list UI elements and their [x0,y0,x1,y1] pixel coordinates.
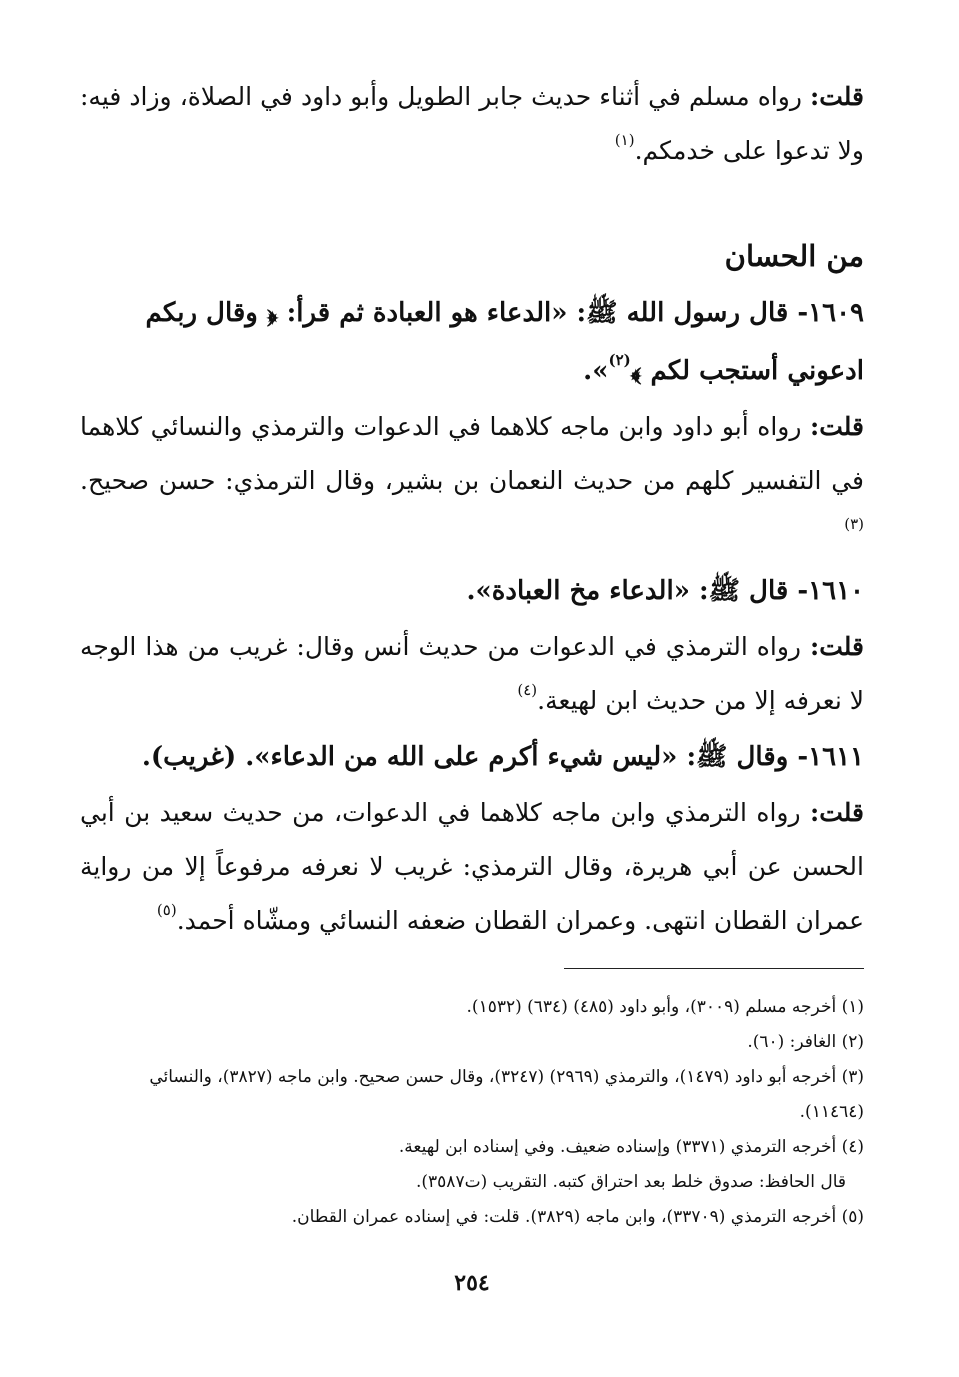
note-lead: قلت: [809,632,864,661]
hadith-text: ١٦٠٩- قال رسول الله ﷺ: «الدعاء هو العبادة ثم قرأ: ﴿ وقال ربكم ادعوني أستجب لكم ﴾ [145,298,864,386]
paragraph-note-4 [80,786,864,948]
note-text: رواه مسلم في أثناء حديث جابر الطويل وأبو داود في الصلاة، وزاد فيه: ولا تدعوا على خدمكم. [80,82,864,165]
footnote-marker: (٤) [517,681,538,699]
footnote-4-continuation: قال الحافظ: صدوق خلط بعد احتراق كتبه. التقريب (ت٣٥٨٧). [416,1172,846,1192]
hadith-text: ١٦١٠- قال ﷺ: «الدعاء مخ العبادة». [466,576,864,606]
footnote-2: (٢) الغافر: (٦٠). [747,1032,864,1052]
section-heading: من الحسان [724,239,864,273]
footnote-marker: (٢) [608,351,631,369]
page-number: ٢٥٤ [454,1270,490,1296]
note-text: رواه أبو داود وابن ماجه كلاهما في الدعوات والترمذي والنسائي كلاهما في التفسير كلهم من حديث النعمان بن بشير، وقال الترمذي: حسن صحيح. [80,412,864,495]
hadith-1611 [80,728,864,786]
note-lead: قلت: [809,82,864,111]
footnote-3: (٣) أخرجه أبو داود (١٤٧٩)، والترمذي (٢٩٦٩) (٣٢٤٧)، وقال حسن صحيح. وابن ماجه (٣٨٢٧)، والنسائي (١١٤٦٤). [149,1067,864,1122]
footnote-5: (٥) أخرجه الترمذي (٣٣٧٠٩)، وابن ماجه (٣٨٢٩). قلت: في إسناده عمران القطان. [291,1207,864,1227]
hadith-text: ١٦١١- وقال ﷺ: «ليس شيء أكرم على الله من الدعاء». (غريب). [141,742,864,772]
note-text: رواه الترمذي وابن ماجه كلاهما في الدعوات، من حديث سعيد بن أبي الحسن عن أبي هريرة، وقال الترمذي: غريب لا نعرفه مرفوعاً إلا من رواية عمران القطان انتهى. وعمران القطان ضعفه النسائي ومشّاه أحمد. [80,798,864,935]
paragraph-note-2 [80,400,864,562]
footnote-4: (٤) أخرجه الترمذي (٣٣٧١) وإسناده ضعيف. وفي إسناده ابن لهيعة. [398,1137,864,1157]
footnote-1: (١) أخرجه مسلم (٣٠٠٩)، وأبو داود (٤٨٥) (٦٣٤) (١٥٣٢). [466,997,864,1017]
footnote-separator [564,968,864,969]
note-text: رواه الترمذي في الدعوات من حديث أنس وقال: غريب من هذا الوجه لا نعرفه إلا من حديث ابن لهيعة. [80,632,864,715]
hadith-1609 [80,284,864,400]
note-lead: قلت: [810,798,865,827]
footnote-marker: (١) [614,131,635,149]
hadith-end: ». [583,356,609,386]
note-lead: قلت: [810,412,865,441]
paragraph-note-3 [80,620,864,728]
page-body [80,70,864,1377]
hadith-1610 [80,562,864,620]
paragraph-note-1 [80,70,864,178]
footnote-marker: (٣) [844,515,864,533]
footnote-marker: (٥) [156,901,177,919]
footnotes [80,990,864,1235]
